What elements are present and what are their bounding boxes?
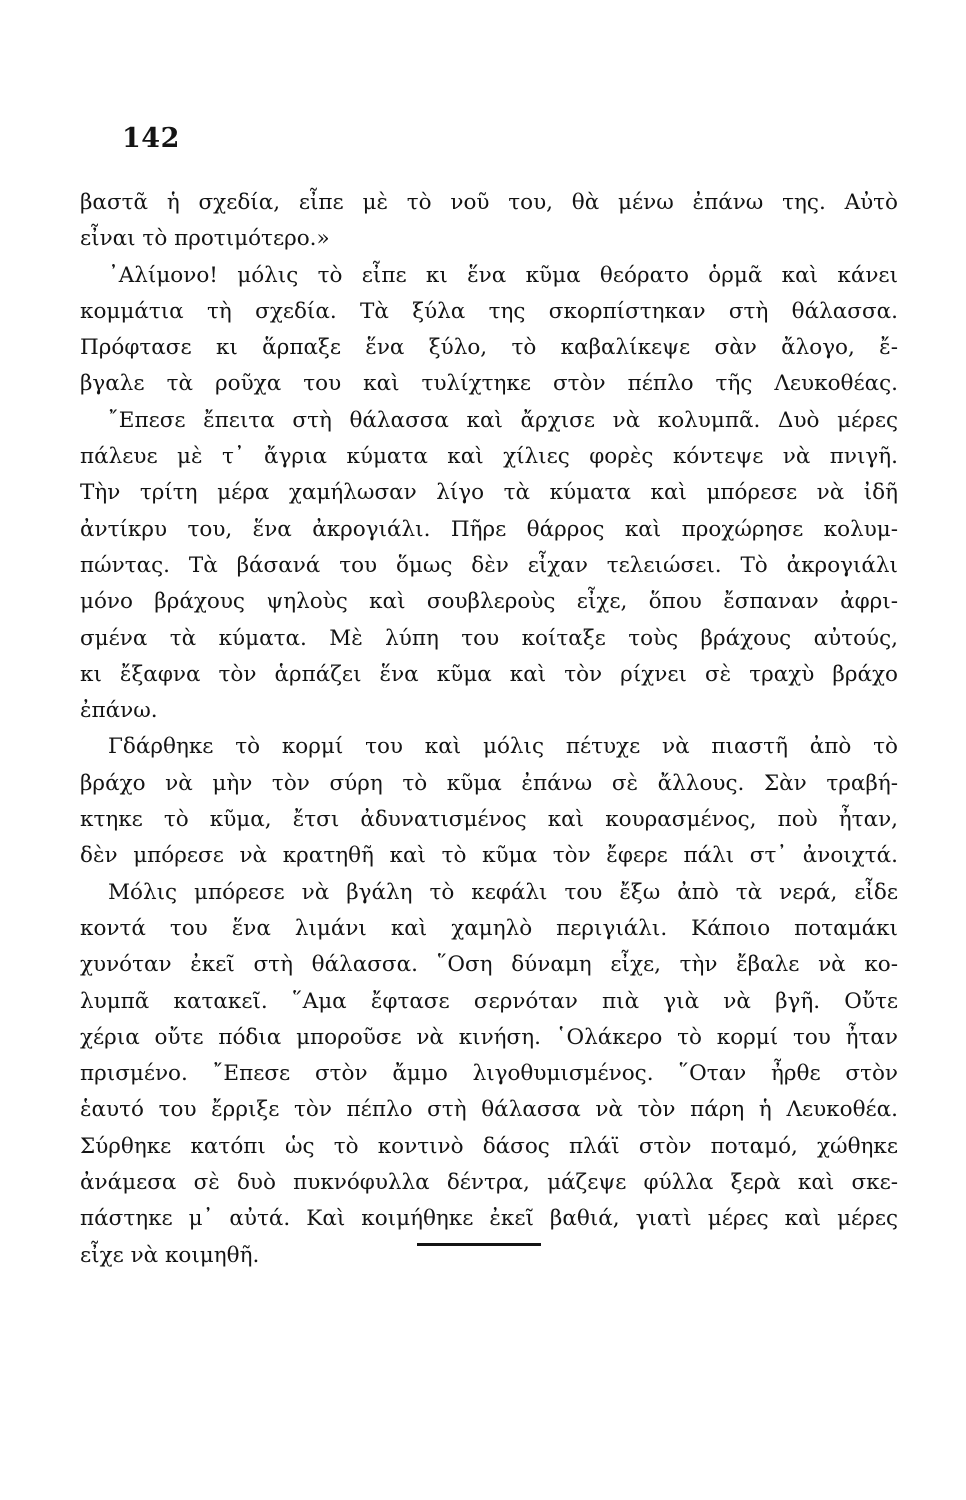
text-line: βαστᾶ ἡ σχεδία, εἶπε μὲ τὸ νοῦ του, θὰ μένω ἐπάνω της. Αὐτὸ — [80, 190, 898, 215]
page-number: 142 — [122, 123, 180, 154]
text-line: Τὴν τρίτη μέρα χαμήλωσαν λίγο τὰ κύματα καὶ μπόρεσε νὰ ἰδῆ — [80, 480, 898, 506]
text-line: κοντά του ἕνα λιμάνι καὶ χαμηλὸ περιγιάλι. Κάποιο ποταμάκι — [80, 915, 898, 941]
text-line: ἀνάμεσα σὲ δυὸ πυκνόφυλλα δέντρα, μάζεψε φύλλα ξερὰ καὶ σκε- — [80, 1170, 898, 1196]
text-line: βράχο νὰ μὴν τὸν σύρη τὸ κῦμα ἐπάνω σὲ ἄλλους. Σὰν τραβή- — [80, 770, 898, 796]
text-line: κι ἔξαφνα τὸν ἁρπάζει ἕνα κῦμα καὶ τὸν ρίχνει σὲ τραχὺ βράχο — [80, 661, 898, 687]
text-line: πώντας. Τὰ βάσανά του ὅμως δὲν εἶχαν τελειώσει. Τὸ ἀκρογιάλι — [80, 552, 898, 578]
text-line: μόνο βράχους ψηλοὺς καὶ σουβλεροὺς εἶχε, ὅπου ἔσπαναν ἀφρι- — [80, 589, 898, 615]
text-line: ἐπάνω. — [80, 698, 158, 724]
text-line: πάλευε μὲ τ᾿ ἄγρια κύματα καὶ χίλιες φορὲς κόντεψε νὰ πνιγῆ. — [80, 444, 898, 470]
section-end-rule — [417, 1243, 541, 1246]
text-line: κτηκε τὸ κῦμα, ἔτσι ἀδυνατισμένος καὶ κουρασμένος, ποὺ ἦταν, — [80, 807, 898, 833]
text-line: χυνόταν ἐκεῖ στὴ θάλασσα. ῞Οση δύναμη εἶχε, τὴν ἔβαλε νὰ κο- — [80, 952, 898, 978]
text-line: Πρόφτασε κι ἅρπαξε ἕνα ξύλο, τὸ καβαλίκεψε σὰν ἄλογο, ἔ- — [80, 335, 898, 361]
text-line: ῎Επεσε ἔπειτα στὴ θάλασσα καὶ ἄρχισε νὰ κολυμπᾶ. Δυὸ μέρες — [108, 407, 898, 433]
paragraph-first-line: Γδάρθηκε τὸ κορμί του καὶ μόλις πέτυχε νὰ πιαστῆ ἀπὸ τὸ — [108, 734, 898, 760]
text-line: χέρια οὔτε πόδια μποροῦσε νὰ κινήση. ῾Ολάκερο τὸ κορμί του ἦταν — [80, 1024, 898, 1050]
body-text — [80, 185, 898, 1274]
text-line: πάστηκε μ᾿ αὐτά. Καὶ κοιμήθηκε ἐκεῖ βαθιά, γιατὶ μέρες καὶ μέρες — [80, 1206, 898, 1232]
text-line: σμένα τὰ κύματα. Μὲ λύπη του κοίταξε τοὺς βράχους αὐτούς, — [80, 625, 898, 651]
text-line: Σύρθηκε κατόπι ὡς τὸ κοντινὸ δάσος πλάϊ στὸν ποταμό, χώθηκε — [80, 1133, 898, 1159]
text-line: βγαλε τὰ ροῦχα του καὶ τυλίχτηκε στὸν πέπλο τῆς Λευκοθέας. — [80, 371, 898, 397]
text-line: πρισμένο. ῎Επεσε στὸν ἄμμο λιγοθυμισμένος. ῞Οταν ἦρθε στὸν — [80, 1061, 898, 1087]
text-line: δὲν μπόρεσε νὰ κρατηθῆ καὶ τὸ κῦμα τὸν ἔφερε πάλι στ᾿ ἀνοιχτά. — [80, 843, 898, 869]
text-line: κομμάτια τὴ σχεδία. Τὰ ξύλα της σκορπίστηκαν στὴ θάλασσα. — [80, 298, 898, 324]
paragraph-first-line: Μόλις μπόρεσε νὰ βγάλη τὸ κεφάλι του ἔξω ἀπὸ τὰ νερά, εἶδε — [108, 879, 898, 905]
text-line: εἶχε νὰ κοιμηθῆ. — [80, 1242, 260, 1268]
text-line: εἶναι τὸ προτιμότερο.» — [80, 226, 330, 252]
text-line: ἀντίκρυ του, ἕνα ἀκρογιάλι. Πῆρε θάρρος καὶ προχώρησε κολυμ- — [80, 516, 898, 542]
text-line: ἑαυτό του ἔρριξε τὸν πέπλο στὴ θάλασσα νὰ τὸν πάρη ἡ Λευκοθέα. — [80, 1097, 898, 1123]
text-line: λυμπᾶ κατακεῖ. ῞Αμα ἔφτασε σερνόταν πιὰ γιὰ νὰ βγῆ. Οὔτε — [80, 988, 898, 1014]
paragraph-first-line: ᾿Αλίμονο! μόλις τὸ εἶπε κι ἕνα κῦμα θεόρατο ὁρμᾶ καὶ κάνει — [108, 262, 898, 288]
